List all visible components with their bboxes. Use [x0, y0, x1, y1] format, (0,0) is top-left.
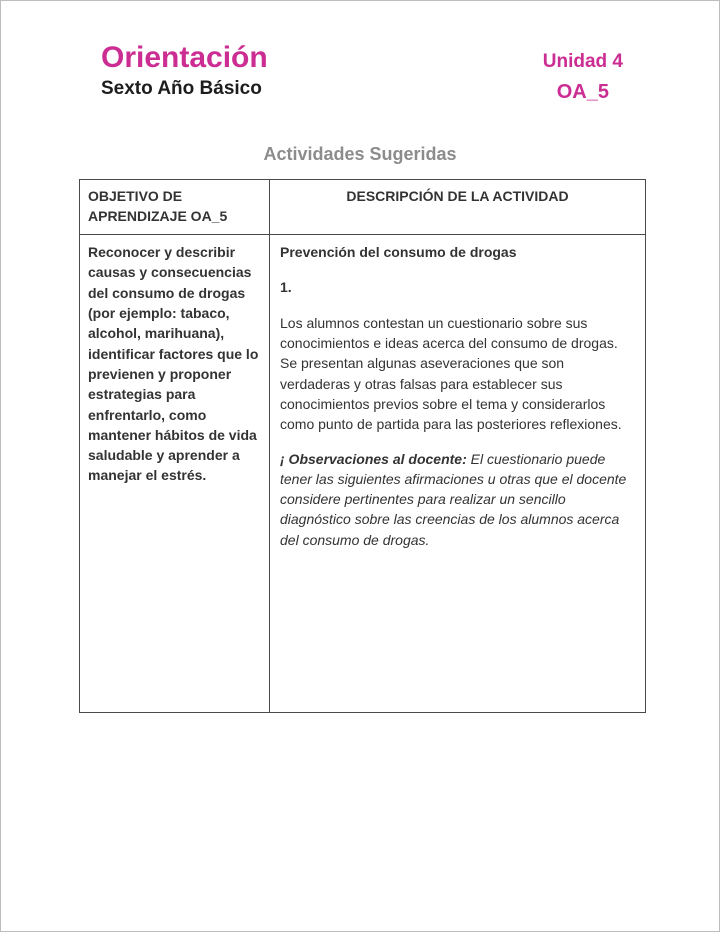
activity-number: 1.	[280, 279, 292, 296]
document-title: Orientación	[101, 41, 268, 74]
document-subtitle: Sexto Año Básico	[101, 78, 262, 99]
teacher-note-text: El cuestionario puede tener las siguientes afirmaciones u otras que el docente considere pertinentes para realizar un sencillo diagnóstico sobre las creencias de los alumnos acerca del consumo de drogas.	[280, 450, 627, 548]
section-title: Actividades Sugeridas	[263, 144, 457, 164]
table-row	[80, 235, 646, 713]
activities-table	[79, 179, 646, 713]
header-right	[543, 41, 623, 104]
activity-description: Los alumnos contestan un cuestionario sobre sus conocimientos e ideas acerca del consumo de drogas. Se presentan algunas aseveraciones que son verdaderas y otras falsas para establecer sus conocimientos previos sobre el tema y considerarlos como punto de partida para las posteriores reflexiones.	[280, 314, 622, 433]
activity-cell	[270, 235, 646, 713]
table-header-row	[80, 180, 646, 235]
column-header-objective: OBJETIVO DE APRENDIZAJE OA_5	[80, 180, 270, 235]
column-header-description: DESCRIPCIÓN DE LA ACTIVIDAD	[270, 180, 646, 235]
teacher-note	[280, 449, 633, 550]
objective-cell: Reconocer y describir causas y consecuencias del consumo de drogas (por ejemplo: tabaco, alcohol, marihuana), identificar factores que lo previenen y proponer estrategias para enfrentarlo, como mantener hábitos de vida saludable y aprender a manejar el estrés.	[80, 235, 270, 713]
activity-heading: Prevención del consumo de drogas	[280, 244, 517, 261]
oa-label: OA_5	[556, 81, 609, 103]
header-left	[101, 41, 268, 100]
teacher-note-label: ¡ Observaciones al docente:	[280, 450, 471, 467]
page-header	[1, 1, 719, 104]
unit-label: Unidad 4	[542, 51, 623, 72]
